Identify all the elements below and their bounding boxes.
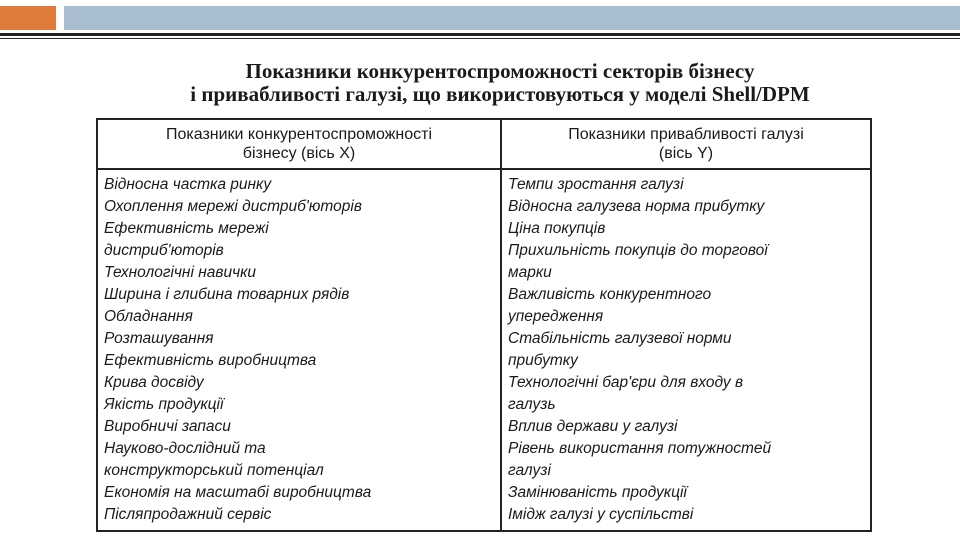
competitiveness-indicator: Якість продукції: [104, 396, 224, 413]
competitiveness-indicator: Ширина і глибина товарних рядів: [104, 286, 350, 303]
competitiveness-indicator: Відносна частка ринку: [104, 176, 272, 193]
header-banner: [64, 6, 960, 30]
slide-title: [90, 60, 910, 106]
attractiveness-indicator: Технологічні бар'єри для входу в: [508, 374, 744, 391]
attractiveness-indicator: Стабільність галузевої норми: [508, 330, 732, 347]
column-header-y: [501, 119, 871, 169]
column-y-cell: [501, 169, 871, 531]
column-header-x: [97, 119, 501, 169]
competitiveness-indicator: Розташування: [104, 330, 214, 347]
header-y-line-2: (вісь Y): [658, 145, 714, 162]
table-header-row: [97, 119, 871, 169]
header-y-line-1: Показники привабливості галузі: [568, 126, 804, 143]
attractiveness-indicator: галузі: [508, 462, 551, 479]
competitiveness-indicator: Економія на масштабі виробництва: [104, 484, 372, 501]
attractiveness-indicator: Вплив держави у галузі: [508, 418, 678, 435]
competitiveness-indicator: Післяпродажний сервіс: [104, 506, 272, 523]
attractiveness-indicator: Рівень використання потужностей: [508, 440, 772, 457]
slide-header-bar: [0, 0, 960, 38]
attractiveness-indicator: Прихильність покупців до торгової: [508, 242, 768, 259]
attractiveness-indicator: галузь: [508, 396, 556, 413]
accent-block: [0, 6, 56, 30]
competitiveness-indicator: Охоплення мережі дистриб'юторів: [104, 198, 362, 215]
table-body-row: [97, 169, 871, 531]
attractiveness-indicator: Ціна покупців: [508, 220, 606, 237]
indicators-table: [96, 118, 872, 532]
column-x-cell: [97, 169, 501, 531]
attractiveness-indicator: Важливість конкурентного: [508, 286, 712, 303]
competitiveness-indicator: Крива досвіду: [104, 374, 204, 391]
competitiveness-indicator: Виробничі запаси: [104, 418, 231, 435]
attractiveness-indicator: упередження: [508, 308, 604, 325]
competitiveness-indicator: Технологічні навички: [104, 264, 257, 281]
header-rule-thin: [0, 38, 960, 39]
header-x-line-2: бізнесу (вісь X): [242, 145, 356, 162]
attractiveness-indicator: Імідж галузі у суспільстві: [508, 506, 694, 523]
title-line-1: Показники конкурентоспроможності секторів бізнесу: [245, 59, 755, 83]
competitiveness-indicator: Обладнання: [104, 308, 193, 325]
attractiveness-indicator: Темпи зростання галузі: [508, 176, 684, 193]
competitiveness-indicator: конструкторський потенціал: [104, 462, 324, 479]
title-line-2: і привабливості галузі, що використовуються у моделі Shell/DPM: [190, 82, 810, 106]
competitiveness-indicator: Науково-дослідний та: [104, 440, 266, 457]
competitiveness-indicator: дистриб'юторів: [104, 242, 224, 259]
header-x-line-1: Показники конкурентоспроможності: [165, 126, 433, 143]
competitiveness-indicator: Ефективність виробництва: [104, 352, 317, 369]
attractiveness-indicator: марки: [508, 264, 552, 281]
attractiveness-indicator: Замінюваність продукції: [508, 484, 687, 501]
competitiveness-indicator: Ефективність мережі: [104, 220, 269, 237]
header-rule-thick: [0, 33, 960, 36]
attractiveness-indicator: Відносна галузева норма прибутку: [508, 198, 765, 215]
attractiveness-indicator: прибутку: [508, 352, 578, 369]
